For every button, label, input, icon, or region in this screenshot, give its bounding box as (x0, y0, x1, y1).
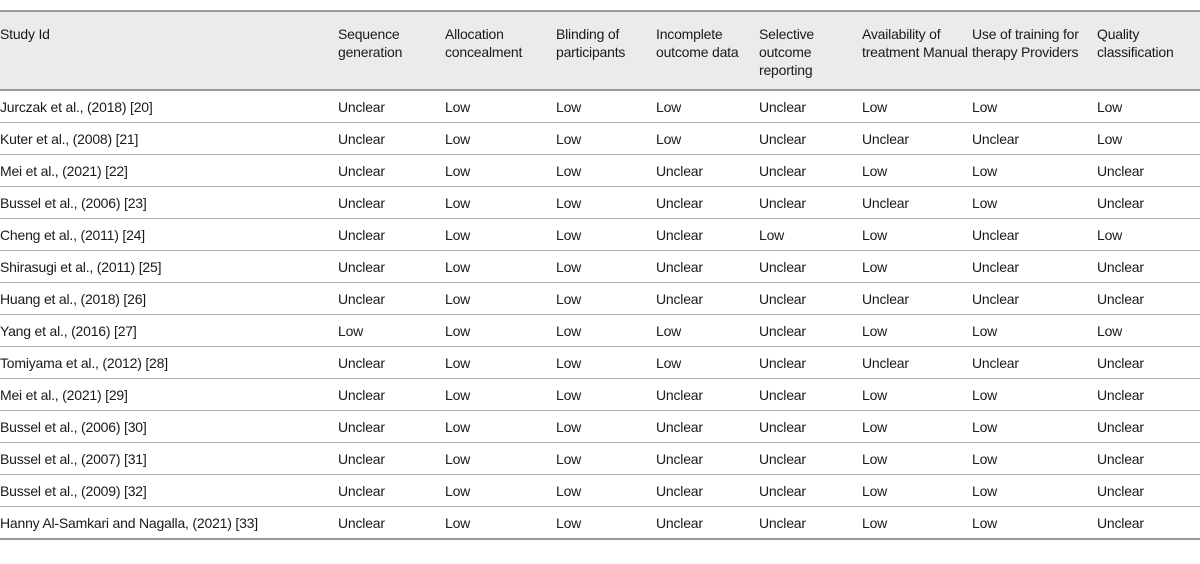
rating-cell: Unclear (972, 123, 1097, 155)
rating-cell: Unclear (338, 347, 445, 379)
rating-cell: Unclear (1097, 283, 1200, 315)
rating-cell: Low (445, 90, 556, 123)
rating-cell: Unclear (759, 155, 862, 187)
rating-cell: Unclear (759, 443, 862, 475)
study-id-cell: Bussel et al., (2006) [23] (0, 187, 338, 219)
column-header: Sequence generation (338, 11, 445, 90)
rating-cell: Low (759, 219, 862, 251)
study-id-cell: Huang et al., (2018) [26] (0, 283, 338, 315)
rating-cell: Low (862, 315, 972, 347)
rating-cell: Low (972, 507, 1097, 540)
rating-cell: Low (445, 443, 556, 475)
rating-cell: Unclear (759, 379, 862, 411)
study-id-cell: Jurczak et al., (2018) [20] (0, 90, 338, 123)
rating-cell: Unclear (759, 123, 862, 155)
rating-cell: Unclear (1097, 507, 1200, 540)
study-id-cell: Bussel et al., (2006) [30] (0, 411, 338, 443)
rating-cell: Low (972, 411, 1097, 443)
rating-cell: Unclear (759, 90, 862, 123)
table-body (0, 90, 1200, 539)
rating-cell: Low (556, 90, 656, 123)
rating-cell: Unclear (862, 123, 972, 155)
rating-cell: Low (972, 315, 1097, 347)
rating-cell: Low (1097, 219, 1200, 251)
rating-cell: Unclear (1097, 347, 1200, 379)
rating-cell: Low (862, 155, 972, 187)
rating-cell: Low (556, 379, 656, 411)
table-row (0, 187, 1200, 219)
rating-cell: Unclear (338, 123, 445, 155)
rating-cell: Unclear (1097, 443, 1200, 475)
rating-cell: Low (556, 315, 656, 347)
rating-cell: Low (862, 219, 972, 251)
rating-cell: Unclear (338, 443, 445, 475)
rating-cell: Low (445, 507, 556, 540)
rating-cell: Low (862, 411, 972, 443)
risk-of-bias-table (0, 10, 1200, 540)
rating-cell: Unclear (338, 411, 445, 443)
rating-cell: Unclear (656, 155, 759, 187)
rating-cell: Low (862, 507, 972, 540)
rating-cell: Unclear (759, 507, 862, 540)
rating-cell: Unclear (759, 251, 862, 283)
rating-cell: Low (445, 219, 556, 251)
rating-cell: Low (1097, 123, 1200, 155)
rating-cell: Low (972, 443, 1097, 475)
rating-cell: Unclear (1097, 251, 1200, 283)
column-header: Incomplete outcome data (656, 11, 759, 90)
column-header: Blinding of participants (556, 11, 656, 90)
table-row (0, 283, 1200, 315)
rating-cell: Low (556, 187, 656, 219)
rating-cell: Unclear (759, 283, 862, 315)
rating-cell: Low (556, 123, 656, 155)
rating-cell: Unclear (656, 187, 759, 219)
rating-cell: Low (862, 379, 972, 411)
rating-cell: Low (972, 475, 1097, 507)
column-header: Selective outcome reporting (759, 11, 862, 90)
rating-cell: Unclear (862, 283, 972, 315)
rating-cell: Unclear (656, 379, 759, 411)
table-row (0, 315, 1200, 347)
table-row (0, 507, 1200, 540)
rating-cell: Unclear (1097, 411, 1200, 443)
rating-cell: Unclear (656, 411, 759, 443)
rating-cell: Unclear (759, 411, 862, 443)
rating-cell: Unclear (338, 475, 445, 507)
rating-cell: Low (556, 155, 656, 187)
rating-cell: Unclear (972, 219, 1097, 251)
rating-cell: Unclear (759, 347, 862, 379)
rating-cell: Unclear (338, 283, 445, 315)
rating-cell: Low (862, 251, 972, 283)
column-header: Use of training for therapy Providers (972, 11, 1097, 90)
rating-cell: Unclear (338, 507, 445, 540)
table-row (0, 443, 1200, 475)
table-row (0, 411, 1200, 443)
study-id-cell: Yang et al., (2016) [27] (0, 315, 338, 347)
rating-cell: Low (1097, 90, 1200, 123)
rating-cell: Unclear (972, 283, 1097, 315)
study-id-cell: Shirasugi et al., (2011) [25] (0, 251, 338, 283)
study-id-cell: Hanny Al-Samkari and Nagalla, (2021) [33] (0, 507, 338, 540)
table-row (0, 123, 1200, 155)
column-header: Study Id (0, 11, 338, 90)
rating-cell: Low (445, 123, 556, 155)
table-row (0, 379, 1200, 411)
rating-cell: Low (556, 443, 656, 475)
rating-cell: Unclear (656, 219, 759, 251)
rating-cell: Unclear (862, 187, 972, 219)
study-id-cell: Mei et al., (2021) [22] (0, 155, 338, 187)
rating-cell: Low (556, 219, 656, 251)
study-id-cell: Kuter et al., (2008) [21] (0, 123, 338, 155)
study-id-cell: Mei et al., (2021) [29] (0, 379, 338, 411)
column-header: Availability of treatment Manual (862, 11, 972, 90)
table-header (0, 11, 1200, 90)
rating-cell: Low (556, 283, 656, 315)
study-id-cell: Bussel et al., (2009) [32] (0, 475, 338, 507)
study-id-cell: Cheng et al., (2011) [24] (0, 219, 338, 251)
rating-cell: Low (862, 443, 972, 475)
rating-cell: Low (972, 187, 1097, 219)
rating-cell: Unclear (656, 283, 759, 315)
column-header: Allocation concealment (445, 11, 556, 90)
rating-cell: Unclear (759, 315, 862, 347)
rating-cell: Low (445, 251, 556, 283)
rating-cell: Low (1097, 315, 1200, 347)
rating-cell: Low (445, 411, 556, 443)
rating-cell: Unclear (338, 251, 445, 283)
rating-cell: Low (656, 123, 759, 155)
rating-cell: Unclear (338, 187, 445, 219)
rating-cell: Unclear (1097, 187, 1200, 219)
rating-cell: Low (862, 90, 972, 123)
rating-cell: Low (556, 411, 656, 443)
rating-cell: Low (656, 347, 759, 379)
rating-cell: Unclear (862, 347, 972, 379)
rating-cell: Unclear (656, 475, 759, 507)
table-row (0, 219, 1200, 251)
header-row (0, 11, 1200, 90)
study-id-cell: Bussel et al., (2007) [31] (0, 443, 338, 475)
rating-cell: Low (556, 251, 656, 283)
rating-cell: Unclear (1097, 155, 1200, 187)
rating-cell: Low (656, 315, 759, 347)
rating-cell: Low (972, 90, 1097, 123)
rating-cell: Unclear (1097, 475, 1200, 507)
rating-cell: Unclear (338, 379, 445, 411)
rating-cell: Low (556, 347, 656, 379)
rating-cell: Unclear (759, 187, 862, 219)
rating-cell: Unclear (759, 475, 862, 507)
rating-cell: Unclear (656, 507, 759, 540)
study-id-cell: Tomiyama et al., (2012) [28] (0, 347, 338, 379)
rating-cell: Unclear (338, 219, 445, 251)
rating-cell: Unclear (656, 251, 759, 283)
table-row (0, 475, 1200, 507)
rating-cell: Low (445, 187, 556, 219)
rating-cell: Low (972, 155, 1097, 187)
table-row (0, 155, 1200, 187)
rating-cell: Unclear (972, 347, 1097, 379)
rating-cell: Unclear (338, 155, 445, 187)
rating-cell: Low (556, 507, 656, 540)
rating-cell: Unclear (1097, 379, 1200, 411)
rating-cell: Unclear (656, 443, 759, 475)
rating-cell: Low (972, 379, 1097, 411)
rating-cell: Unclear (972, 251, 1097, 283)
rating-cell: Low (445, 475, 556, 507)
rating-cell: Unclear (338, 90, 445, 123)
column-header: Quality classification (1097, 11, 1200, 90)
table-row (0, 90, 1200, 123)
rating-cell: Low (445, 315, 556, 347)
rating-cell: Low (445, 379, 556, 411)
rating-cell: Low (445, 283, 556, 315)
rating-cell: Low (556, 475, 656, 507)
rating-cell: Low (656, 90, 759, 123)
rating-cell: Low (445, 155, 556, 187)
table-row (0, 251, 1200, 283)
table-row (0, 347, 1200, 379)
rating-cell: Low (445, 347, 556, 379)
rating-cell: Low (338, 315, 445, 347)
risk-of-bias-table-container (0, 10, 1200, 540)
rating-cell: Low (862, 475, 972, 507)
